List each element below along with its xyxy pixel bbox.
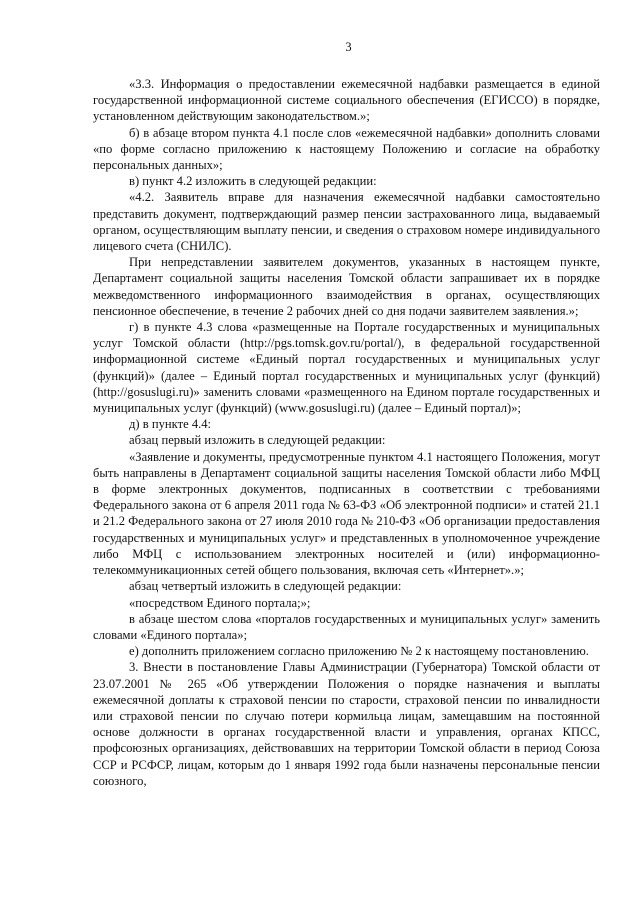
paragraph-8: абзац первый изложить в следующей редакции: [129, 433, 386, 448]
paragraph-10: абзац четвертый изложить в следующей редакции: [129, 579, 402, 594]
paragraph-1: «3.3. Информация о предоставлении ежемесячной надбавки размещается в единой государственной информационной системе социального обеспечения (ЕГИССО) в порядке, установленном действующим законодательством.»; [93, 77, 600, 124]
paragraph-4: «4.2. Заявитель вправе для назначения ежемесячной надбавки самостоятельно представить документ, подтверждающий размер пенсии застрахованного лица, выдаваемый органом, осуществляющим выплату пенсии, и сведения о страховом номере индивидуального лицевого счета (СНИЛС). [93, 190, 600, 254]
paragraph-12: в абзаце шестом слова «порталов государственных и муниципальных услуг» заменить словами «Единого портала»; [93, 611, 600, 642]
page-number: 3 [345, 40, 352, 54]
paragraph-6: г) в пункте 4.3 слова «размещенные на Портале государственных и муниципальных услуг Томской области (http://pgs.tomsk.gov.ru/portal/), в федеральной государственной информационной системе «Единый портал государственных и муниципальных услуг (функций)» (далее – Единый портал государственных и муниципальных услуг (функций) (http://gosuslugi.ru)» заменить словами «размещенного на Едином портале государственных и муниципальных услуг (функций) (www.gosuslugi.ru) (далее – Единый портал)»; [93, 320, 600, 416]
paragraph-5: При непредставлении заявителем документов, указанных в настоящем пункте, Департамент социальной защиты населения Томской области запрашивает их в порядке межведомственного информационного взаимодействия в органах, осуществляющих пенсионное обеспечение, в течение 2 рабочих дней со дня подачи заявителем заявления.»; [93, 255, 600, 318]
paragraph-2: б) в абзаце втором пункта 4.1 после слов «ежемесячной надбавки» дополнить словами «по форме согласно приложению к настоящему Положению и согласие на обработку персональных данных»; [93, 125, 600, 173]
paragraph-11: «посредством Единого портала;»; [129, 595, 311, 610]
paragraph-13: е) дополнить приложением согласно приложению № 2 к настоящему постановлению. [129, 644, 589, 659]
paragraph-14: 3. Внести в постановление Главы Администрации (Губернатора) Томской области от 23.07.2001 № 265 «Об утверждении Положения о порядке назначения и выплаты ежемесячной доплаты к страховой пенсии по старости, страховой пенсии по инвалидности или страховой пенсии по случаю потери кормильца лицам, замещавшим на постоянной основе должности в органах государственной власти и управления, органах КПСС, профсоюзных организациях, действовавших на территории Томской области в период Союза ССР и РСФСР, лицам, которым до 1 января 1992 года были назначены персональные пенсии союзного, [93, 660, 600, 788]
paragraph-3: в) пункт 4.2 изложить в следующей редакции: [129, 174, 377, 189]
paragraph-9: «Заявление и документы, предусмотренные пунктом 4.1 настоящего Положения, могут быть направлены в Департамент социальной защиты населения Томской области либо МФЦ в форме электронных документов, подписанных в соответствии с требованиями Федерального закона от 6 апреля 2011 года № 63-ФЗ «Об электронной подписи» и статей 21.1 и 21.2 Федерального закона от 27 июля 2010 года № 210-ФЗ «Об организации предоставления государственных и муниципальных услуг» и представленных в уполномоченное учреждение либо МФЦ с использованием электронных носителей и (или) информационно-телекоммуникационных сетей общего пользования, включая сеть «Интернет».»; [93, 449, 600, 578]
document-body [93, 76, 600, 789]
paragraph-7: д) в пункте 4.4: [129, 417, 212, 432]
